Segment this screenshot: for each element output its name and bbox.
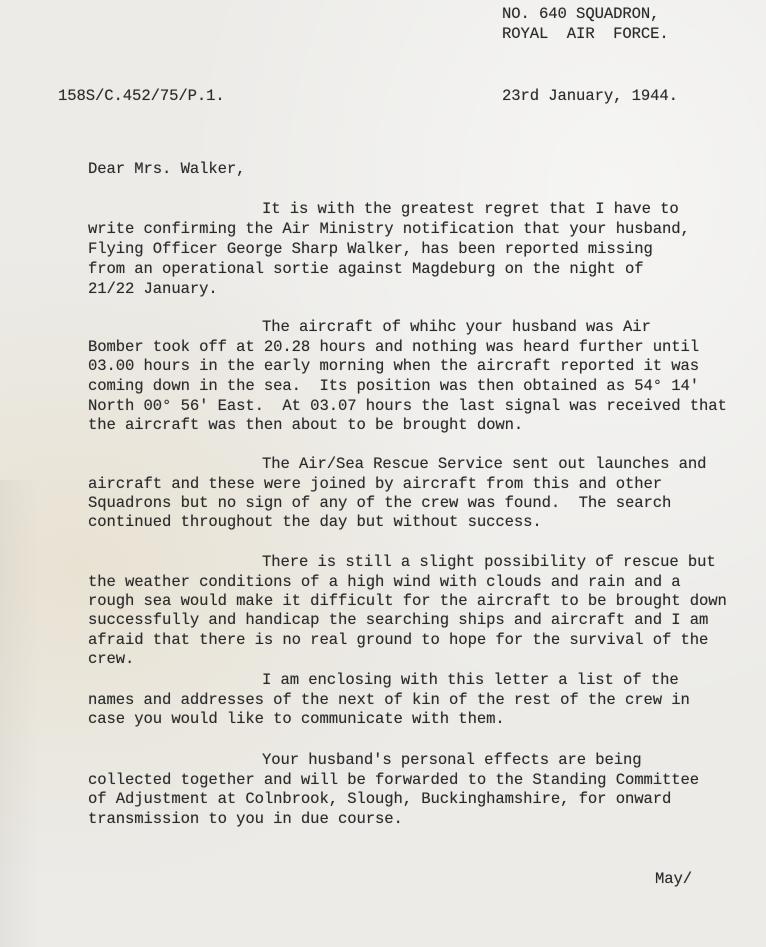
reference-number: 158S/C.452/75/P.1. [58,87,225,105]
letterhead-squadron: NO. 640 SQUADRON, [502,5,660,23]
paragraph-2-line: The aircraft of whihc your husband was Air [262,318,651,336]
paragraph-1-line: It is with the greatest regret that I have to [262,200,679,218]
letter-date: 23rd January, 1944. [502,87,678,105]
paragraph-4-line: crew. [88,650,135,668]
paragraph-6-line: transmission to you in due course. [88,810,403,828]
paragraph-1-line: write confirming the Air Ministry notification that your husband, [88,220,690,238]
paragraph-6-line: collected together and will be forwarded to the Standing Committee [88,770,700,789]
paragraph-4-line: There is still a slight possibility of rescue but [262,553,716,571]
paragraph-1-line: 21/22 January. [88,280,218,298]
paragraph-3-line: The Air/Sea Rescue Service sent out launches and [262,455,707,473]
paragraph-2-line: the aircraft was then about to be brought down. [88,416,524,434]
paragraph-2-line: coming down in the sea. Its position was then obtained as 54° 14' [88,377,700,395]
paper-fold-shadow [0,480,40,947]
salutation: Dear Mrs. Walker, [88,160,246,178]
paragraph-5-line: case you would like to communicate with them. [88,710,505,728]
paragraph-4-line: afraid that there is no real ground to hope for the survival of the [88,631,709,649]
paragraph-4-line: the weather conditions of a high wind with clouds and rain and a [88,572,681,591]
paragraph-2-line: North 00° 56' East. At 03.07 hours the last signal was received that [88,397,727,415]
paragraph-4-line: rough sea would make it difficult for the aircraft to be brought down [88,592,727,610]
continuation-mark: May/ [655,870,693,888]
paragraph-2-line: Bomber took off at 20.28 hours and nothing was heard further until [88,337,700,356]
paragraph-3-line: continued throughout the day but without success. [88,513,542,531]
paragraph-6-line: Your husband's personal effects are being [262,751,642,769]
paragraph-5-line: I am enclosing with this letter a list of the [262,671,679,689]
paragraph-6-line: of Adjustment at Colnbrook, Slough, Buckinghamshire, for onward [88,790,672,808]
paragraph-3-line: Squadrons but no sign of any of the crew was found. The search [88,494,672,512]
paragraph-1-line: from an operational sortie against Magdeburg on the night of [88,260,644,278]
paragraph-4-line: successfully and handicap the searching ships and aircraft and I am [88,611,709,629]
letterhead-raf: ROYAL AIR FORCE. [502,25,669,43]
paragraph-2-line: 03.00 hours in the early morning when the aircraft reported it was [88,357,700,375]
paragraph-1-line: Flying Officer George Sharp Walker, has been reported missing [88,240,653,258]
paragraph-3-line: aircraft and these were joined by aircraft from this and other [88,474,662,493]
paragraph-5-line: names and addresses of the next of kin of the rest of the crew in [88,691,690,709]
